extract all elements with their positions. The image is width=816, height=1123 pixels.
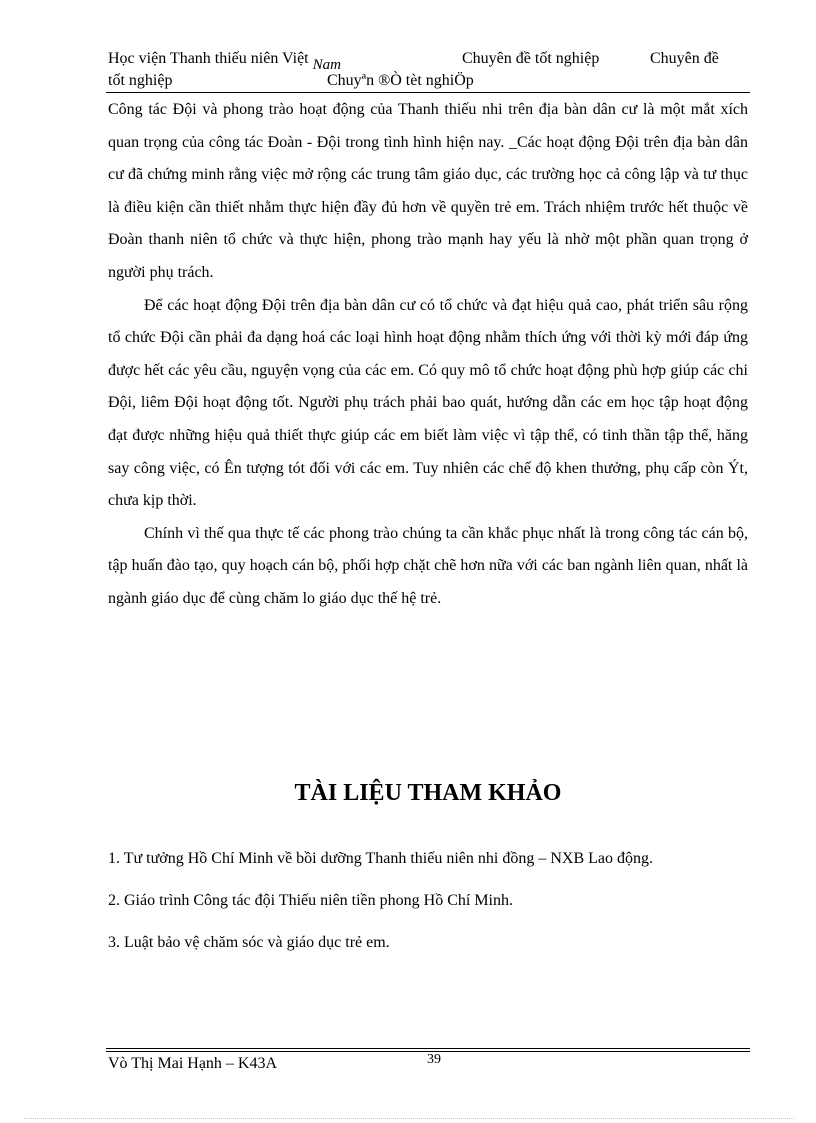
footer-divider-top [106,1048,750,1049]
paragraph: Chính vì thế qua thực tế các phong trào chúng ta cần khắc phục nhất là trong công tác cán bộ, tập huấn đào tạo, quy hoạch cán bộ, phối hợp chặt chẽ hơn nữa với các ban ngành liên quan, nhất là ngành giáo dục để cùng chăm lo giáo dục thế hệ trẻ. [108,524,748,607]
reference-item: 2. Giáo trình Công tác đội Thiếu niên tiền phong Hồ Chí Minh. [108,892,513,909]
header-garbled-topic: Chuyªn ®Ò tèt nghiÖp [327,72,474,89]
header-topic-2-continued: tốt nghiệp [108,72,173,89]
reference-item: 1. Tư tưởng Hồ Chí Minh về bồi dưỡng Thanh thiếu niên nhi đồng – NXB Lao động. [108,850,653,867]
paragraph: Để các hoạt động Đội trên địa bàn dân cư có tổ chức và đạt hiệu quả cao, phát triển sâu rộng tổ chức Đội cần phải đa dạng hoá các loại hình hoạt động nhằm thích ứng với thời kỳ mới đáp ứng được hết các yêu cầu, nguyện vọng của các em. Có quy mô tổ chức hoạt động phù hợp giúp các chi Đội, liêm Đội hoạt động tốt. Người phụ trách phải bao quát, hướng dẫn các em học tập hoạt động đạt được những hiệu quả thiết thực giúp các em biết làm việc vì tập thể, có tinh thần tập thể, hăng say công việc, có Ên tượng tót đối với các em. Tuy nhiên các chế độ khen thưởng, phụ cấp còn Ýt, chưa kịp thời. [108,296,748,510]
page-edge-dotted-line [24,1118,794,1119]
references-title: TÀI LIỆU THAM KHẢO [294,780,562,806]
footer-author: Vò Thị Mai Hạnh – K43A [108,1055,278,1072]
header-institute [108,50,341,73]
reference-item: 3. Luật bảo vệ chăm sóc và giáo dục trẻ em. [108,934,390,951]
header-divider [106,92,750,93]
references-list [108,844,748,970]
header-institute-text: Học viện Thanh thiếu niên Việt [108,50,309,67]
header-topic-1: Chuyên đề tốt nghiệp [462,50,600,67]
header-institute-script: Nam [312,57,341,73]
page-number: 39 [427,1052,441,1067]
header-topic-2: Chuyên đề [650,50,719,67]
body-text [108,94,748,616]
paragraph: Công tác Đội và phong trào hoạt động của Thanh thiếu nhi trên địa bàn dân cư là một mắt xích quan trọng của công tác Đoàn - Đội trong tình hình hiện nay. _Các hoạt động Đội trên địa bàn dân cư đã chứng minh rằng việc mở rộng các trung tâm giáo dục, các trường học cả công lập và tư thục là điều kiện cần thiết nhằm thực hiện đầy đủ hơn về quyền trẻ em. Trách nhiệm trước hết thuộc về Đoàn thanh niên tổ chức và thực hiện, phong trào mạnh hay yếu là nhờ một phần quan trọng ở người phụ trách. [108,101,748,281]
